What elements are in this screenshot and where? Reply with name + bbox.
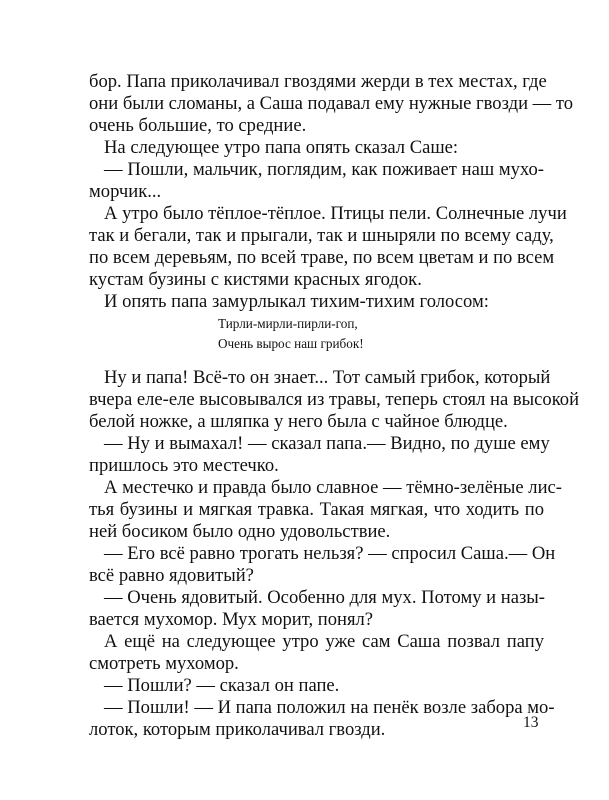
text-line: тья бузины и мягкая травка. Такая мягкая, что ходить по bbox=[89, 499, 544, 520]
text-line: так и бегали, так и прыгали, так и шныряли по всему саду, bbox=[89, 225, 554, 246]
text-line: пришлось это местечко. bbox=[89, 455, 279, 476]
text-line: вается мухомор. Мух морит, понял? bbox=[89, 609, 374, 630]
page-number: 13 bbox=[523, 714, 539, 731]
paragraph-line: На следующее утро папа опять сказал Саше: bbox=[104, 137, 459, 158]
text-line: по всем деревьям, по всей траве, по всем цветам и по всем bbox=[89, 247, 555, 268]
paragraph-line: А ещё на следующее утро уже сам Саша позвал папу bbox=[104, 631, 544, 652]
text-line: всё равно ядовитый? bbox=[89, 565, 254, 586]
verse-line: Очень вырос наш грибок! bbox=[218, 336, 364, 351]
text-line: белой ножке, а шляпка у него была с чайное блюдце. bbox=[89, 411, 508, 432]
text-line: они были сломаны, а Саша подавал ему нужные гвозди — то bbox=[89, 93, 574, 114]
text-line: смотреть мухомор. bbox=[89, 653, 239, 674]
text-line: очень большие, то средние. bbox=[89, 115, 307, 136]
paragraph-line: А местечко и правда было славное — тёмно-зелёные лис- bbox=[104, 477, 562, 498]
verse-block bbox=[218, 314, 418, 354]
text-line: кустам бузины с кистями красных ягодок. bbox=[89, 269, 422, 290]
paragraph-line: — Пошли, мальчик, поглядим, как поживает наш мухо- bbox=[104, 159, 544, 180]
text-line: вчера еле-еле высовывался из травы, теперь стоял на высокой bbox=[89, 389, 580, 410]
text-line: морчик... bbox=[89, 181, 162, 202]
paragraph-line: Ну и папа! Всё-то он знает... Тот самый грибок, который bbox=[104, 367, 551, 388]
text-line: лоток, которым приколачивал гвозди. bbox=[89, 719, 386, 740]
text-line: ней босиком было одно удовольствие. bbox=[89, 521, 391, 542]
paragraph-line: И опять папа замурлыкал тихим-тихим голосом: bbox=[104, 291, 489, 312]
paragraph-line: — Пошли? — сказал он папе. bbox=[104, 675, 340, 696]
paragraph-line: А утро было тёплое-тёплое. Птицы пели. Солнечные лучи bbox=[104, 203, 567, 224]
paragraph-line: — Ну и вымахал! — сказал папа.— Видно, по душе ему bbox=[104, 433, 550, 454]
paragraph-line: — Его всё равно трогать нельзя? — спросил Саша.— Он bbox=[104, 543, 556, 564]
verse-line: Тирли-мирли-пирли-гоп, bbox=[218, 316, 358, 331]
paragraph-line: — Пошли! — И папа положил на пенёк возле забора мо- bbox=[104, 697, 555, 718]
text-line: бор. Папа приколачивал гвоздями жерди в тех местах, где bbox=[89, 71, 547, 92]
paragraph-line: — Очень ядовитый. Особенно для мух. Потому и назы- bbox=[104, 587, 545, 608]
